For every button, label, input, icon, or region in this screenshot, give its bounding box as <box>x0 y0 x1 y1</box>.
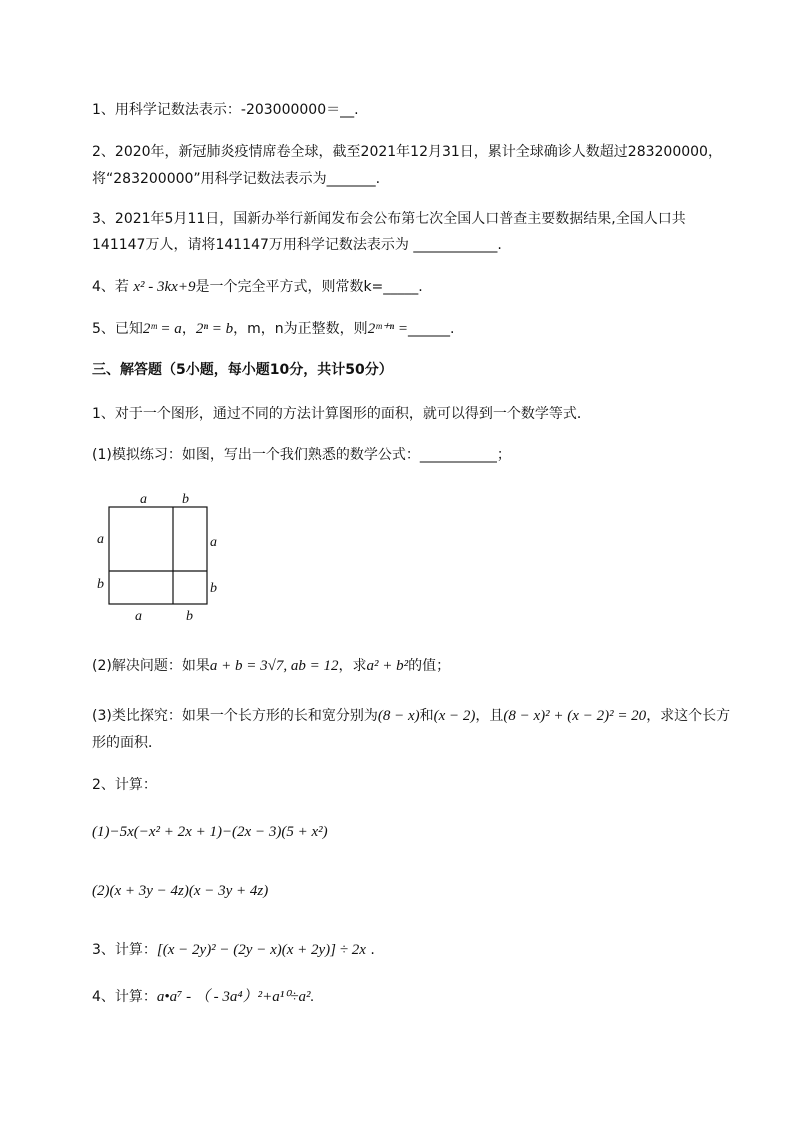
question-prefix: 4、若 <box>92 279 134 295</box>
math-expression: [(x − 2y)² − (2y − x)(x + 2y)] ÷ 2x <box>156 942 366 958</box>
question-text: 141147万人，请将141147万用科学记数法表示为 ____________. <box>92 237 502 253</box>
problem-text: (1)模拟练习：如图，写出一个我们熟悉的数学公式：___________； <box>92 447 511 463</box>
problem-text: ，求这个长方 <box>646 708 731 724</box>
problem-text: ，且 <box>475 708 504 724</box>
answer-blank: ______. <box>407 321 455 337</box>
fill-question-1 <box>92 100 359 120</box>
fill-question-3-line-2 <box>92 235 502 255</box>
problem-text: 2、计算： <box>92 777 157 793</box>
math-expression: (8 − x)² + (x − 2)² = 20 <box>503 708 647 724</box>
problem-text: ，求 <box>338 658 367 674</box>
fill-question-3-line-1 <box>92 209 686 229</box>
question-text: ，m，n为正整数，则 <box>233 321 368 337</box>
problem-1-part-2 <box>92 656 450 676</box>
math-expression: (2)(x + 3y − 4z)(x − 3y + 4z) <box>92 883 269 899</box>
question-text: 2、2020年，新冠肺炎疫情席卷全球，截至2021年12月31日，累计全球确诊人数超过283200000， <box>92 144 722 160</box>
problem-1-part-3-line-2 <box>92 733 162 753</box>
label-top-a: a <box>140 492 147 507</box>
problem-4 <box>92 987 314 1007</box>
fill-question-5: 5、已知2ᵐ = a，2ⁿ = b，m，n为正整数，则2ᵐ⁺ⁿ =______. <box>92 321 455 337</box>
math-expression: x² - 3kx+9 <box>133 279 196 295</box>
problem-text: . <box>365 942 375 958</box>
section-heading-text: 三、解答题（5小题，每小题10分，共计50分） <box>92 362 393 378</box>
outer-square <box>109 507 207 604</box>
fill-question-2-line-2 <box>92 169 380 189</box>
problem-3 <box>92 940 375 960</box>
label-right-b: b <box>210 581 217 596</box>
question-text: 将“283200000”用科学记数法表示为_______. <box>92 171 381 187</box>
problem-2-expression-2 <box>92 881 268 901</box>
label-left-b: b <box>97 577 104 592</box>
problem-2-title <box>92 775 157 795</box>
math-expression: 2ᵐ = a <box>142 321 182 337</box>
fill-question-2-line-1 <box>92 142 722 162</box>
problem-1-intro <box>92 404 591 424</box>
section-heading <box>92 360 393 380</box>
label-bottom-a: a <box>135 609 142 624</box>
problem-text: 3、计算： <box>92 942 157 958</box>
math-expression: 2ᵐ⁺ⁿ = <box>367 321 408 337</box>
math-expression: a•a⁷ - （ - 3a⁴）²+a¹⁰÷a². <box>156 989 315 1005</box>
problem-text: 1、对于一个图形，通过不同的方法计算图形的面积，就可以得到一个数学等式． <box>92 406 591 422</box>
problem-text: 4、计算： <box>92 989 157 1005</box>
label-top-b: b <box>182 492 189 507</box>
label-left-a: a <box>97 532 104 547</box>
math-expression: a + b = 3√7, ab = 12 <box>209 658 339 674</box>
problem-text: (2)解决问题：如果 <box>92 658 210 674</box>
math-expression: (1)−5x(−x² + 2x + 1)−(2x − 3)(5 + x²) <box>92 824 328 840</box>
math-expression: (x − 2) <box>433 708 476 724</box>
problem-1-part-1 <box>92 445 511 465</box>
problem-text: 的值； <box>408 658 451 674</box>
question-text: 3、2021年5月11日，国新办举行新闻发布会公布第七次全国人口普查主要数据结果,全国人口共 <box>92 211 686 227</box>
question-prefix: 5、已知 <box>92 321 143 337</box>
label-bottom-b: b <box>186 609 193 624</box>
math-expression: 2ⁿ = b <box>195 321 234 337</box>
problem-1-part-3-line-1 <box>92 706 730 726</box>
question-suffix: 是一个完全平方式，则常数k=_____. <box>195 279 423 295</box>
math-expression: a² + b² <box>366 658 409 674</box>
question-text: 1、用科学记数法表示：-203000000＝__. <box>92 102 359 118</box>
math-expression: (8 − x) <box>377 708 420 724</box>
problem-text: 和 <box>419 708 434 724</box>
problem-2-expression-1 <box>92 822 328 842</box>
label-right-a: a <box>210 535 217 550</box>
problem-text: (3)类比探究：如果一个长方形的长和宽分别为 <box>92 708 378 724</box>
square-area-diagram <box>92 488 232 628</box>
fill-question-4 <box>92 277 423 297</box>
problem-text: 形的面积． <box>92 735 162 751</box>
